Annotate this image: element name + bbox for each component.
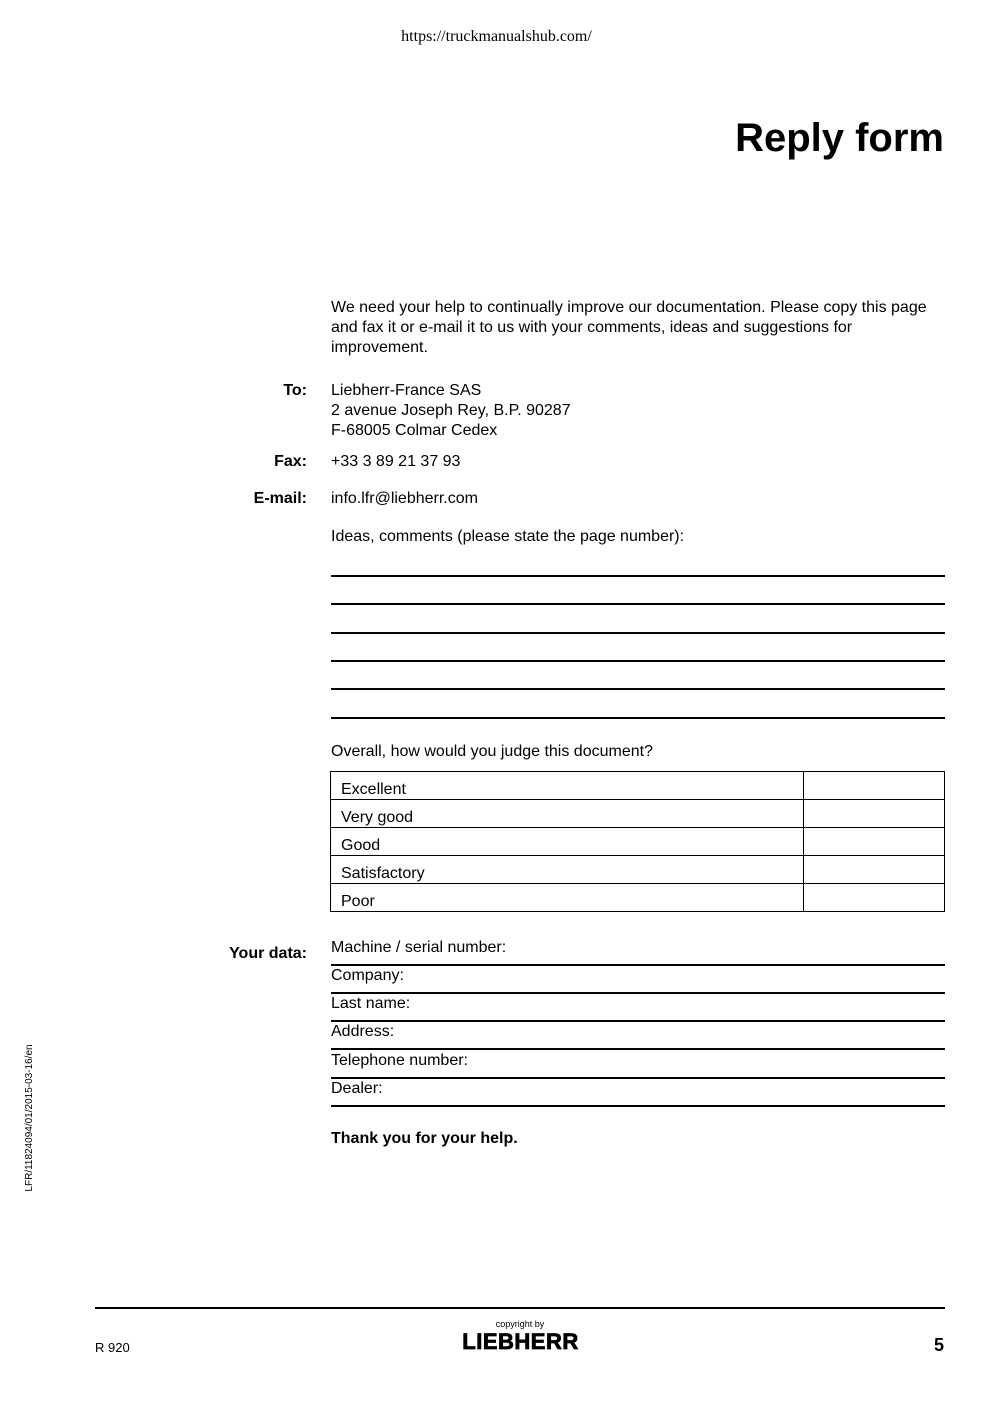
rating-option: Good xyxy=(331,828,804,856)
document-code: LFR/11824094/01/2015-03-16/en xyxy=(24,1044,35,1192)
comment-line[interactable] xyxy=(331,632,945,634)
rating-option: Poor xyxy=(331,884,804,912)
intro-text: We need your help to continually improve our documentation. Please copy this page and fax it or e-mail it to us with your comments, ideas and suggestions for improvement. xyxy=(331,299,927,356)
logo-wordmark: LIEBHERR xyxy=(462,1330,579,1352)
email-address: info.lfr@liebherr.com xyxy=(331,490,478,507)
company-field[interactable]: Company: xyxy=(331,967,945,994)
liebherr-logo xyxy=(455,1330,586,1352)
comments-prompt: Ideas, comments (please state the page number): xyxy=(331,528,685,545)
telephone-field[interactable]: Telephone number: xyxy=(331,1052,945,1079)
rating-row xyxy=(331,772,945,800)
address-line: 2 avenue Joseph Rey, B.P. 90287 xyxy=(331,402,571,419)
fax-number: +33 3 89 21 37 93 xyxy=(331,453,461,470)
header-url: https://truckmanualshub.com/ xyxy=(401,28,592,45)
rating-row xyxy=(331,856,945,884)
your-data-label: Your data: xyxy=(229,945,307,962)
rating-row xyxy=(331,800,945,828)
comment-line[interactable] xyxy=(331,688,945,690)
rating-checkbox[interactable] xyxy=(804,800,945,828)
to-label: To: xyxy=(283,382,307,399)
email-label: E-mail: xyxy=(253,490,307,507)
to-address xyxy=(331,381,571,441)
rating-checkbox[interactable] xyxy=(804,884,945,912)
machine-serial-field[interactable]: Machine / serial number: xyxy=(331,939,945,966)
comment-line[interactable] xyxy=(331,660,945,662)
rating-question: Overall, how would you judge this document? xyxy=(331,743,653,760)
rating-checkbox[interactable] xyxy=(804,772,945,800)
page-number: 5 xyxy=(933,1335,944,1355)
rating-option: Very good xyxy=(331,800,804,828)
address-line: F-68005 Colmar Cedex xyxy=(331,422,498,439)
address-field[interactable]: Address: xyxy=(331,1023,945,1050)
rating-table xyxy=(330,771,945,912)
rating-row xyxy=(331,828,945,856)
last-name-field[interactable]: Last name: xyxy=(331,995,945,1022)
rating-row xyxy=(331,884,945,912)
model-number: R 920 xyxy=(95,1340,130,1355)
fax-label: Fax: xyxy=(274,453,307,470)
copyright-text: copyright by xyxy=(495,1319,545,1329)
rating-checkbox[interactable] xyxy=(804,828,945,856)
thanks-text: Thank you for your help. xyxy=(331,1130,518,1147)
comment-line[interactable] xyxy=(331,717,945,719)
dealer-field[interactable]: Dealer: xyxy=(331,1080,945,1107)
comment-line[interactable] xyxy=(331,575,945,577)
rating-checkbox[interactable] xyxy=(804,856,945,884)
address-line: Liebherr-France SAS xyxy=(331,382,482,399)
comment-line[interactable] xyxy=(331,603,945,605)
footer-divider xyxy=(95,1307,945,1309)
rating-option: Excellent xyxy=(331,772,804,800)
page-title: Reply form xyxy=(735,116,944,160)
rating-option: Satisfactory xyxy=(331,856,804,884)
